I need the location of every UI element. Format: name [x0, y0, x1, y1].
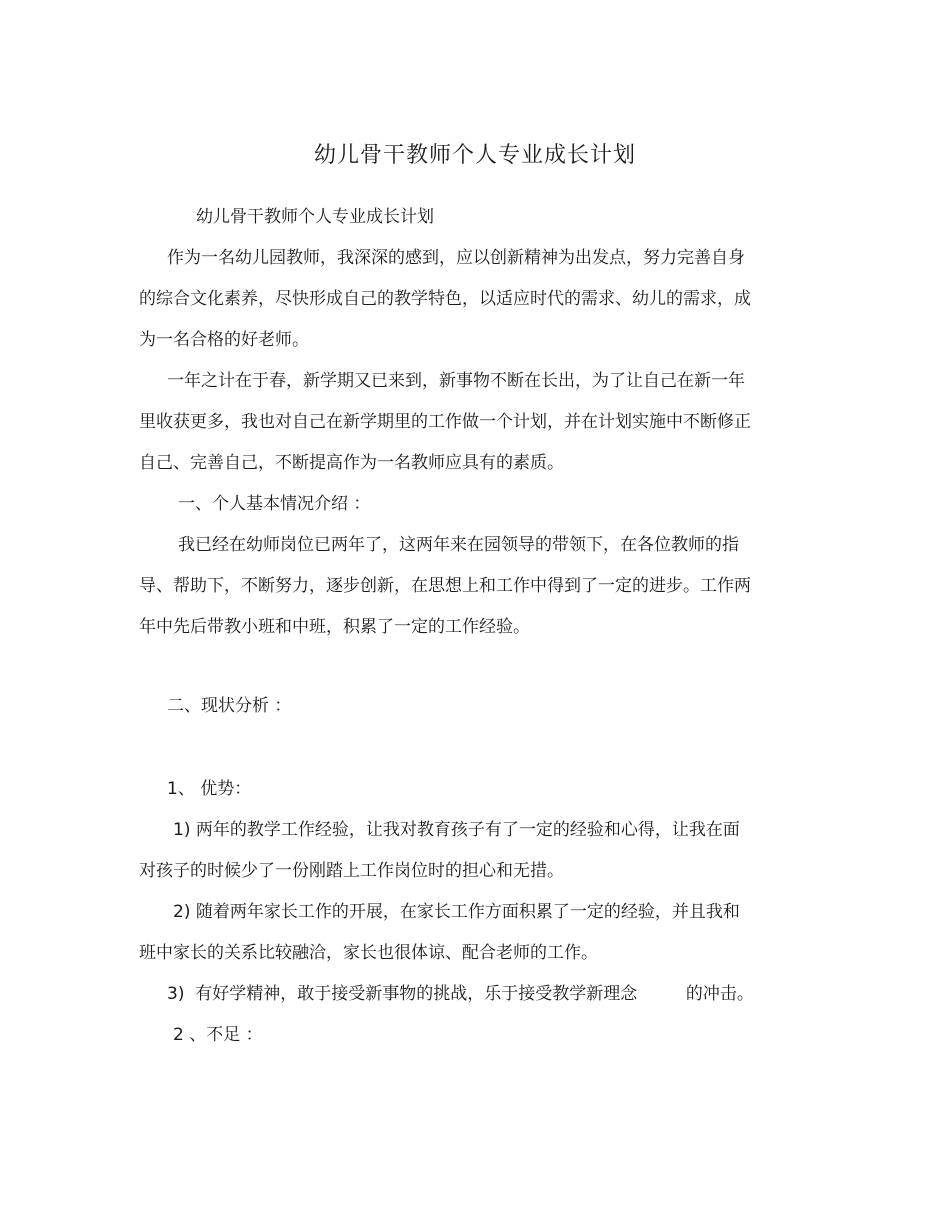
- intro-p2-line1: 一年之计在于春，新学期又已来到，新事物不断在长出，为了让自己在新一年: [167, 371, 745, 391]
- intro-p1-line3: 为一名合格的好老师。: [139, 330, 309, 350]
- document-title: 幼儿骨干教师个人专业成长计划: [313, 143, 636, 168]
- advantage-2-line1: 2) 随着两年家长工作的开展，在家长工作方面积累了一定的经验，并且我和: [173, 902, 740, 922]
- section1-line1: 我已经在幼师岗位已两年了，这两年来在园领导的带领下，在各位教师的指: [178, 535, 739, 555]
- intro-p1-line2: 的综合文化素养，尽快形成自己的教学特色，以适应时代的需求、幼儿的需求，成: [139, 289, 751, 309]
- advantage-1-line2: 对孩子的时候少了一份刚踏上工作岗位时的担心和无措。: [139, 861, 564, 881]
- advantage-1-line1: 1) 两年的教学工作经验，让我对教育孩子有了一定的经验和心得，让我在面: [173, 820, 740, 840]
- section1-line2: 导、帮助下，不断努力，逐步创新，在思想上和工作中得到了一定的进步。工作两: [139, 576, 751, 596]
- intro-p2-line2: 里收获更多，我也对自己在新学期里的工作做一个计划，并在计划实施中不断修正: [139, 412, 751, 432]
- section1-line3: 年中先后带教小班和中班，积累了一定的工作经验。: [139, 617, 530, 637]
- advantage-2-line2: 班中家长的关系比较融洽，家长也很体谅、配合老师的工作。: [139, 943, 598, 963]
- section1-heading: 一、个人基本情况介绍 ：: [178, 494, 371, 514]
- section2-heading: 二、现状分析 ：: [167, 696, 292, 716]
- intro-p2-line3: 自己、完善自己，不断提高作为一名教师应具有的素质。: [139, 453, 564, 473]
- intro-p1-line1: 作为一名幼儿园教师，我深深的感到，应以创新精神为出发点，努力完善自身: [167, 248, 745, 268]
- advantage-3: 3) 有好学精神，敢于接受新事物的挑战，乐于接受教学新理念 的冲击。: [167, 984, 754, 1004]
- document-subtitle: 幼儿骨干教师个人专业成长计划: [196, 207, 434, 227]
- shortcomings-heading: 2 、不足 ：: [173, 1025, 263, 1045]
- advantages-heading: 1、 优势：: [167, 779, 252, 799]
